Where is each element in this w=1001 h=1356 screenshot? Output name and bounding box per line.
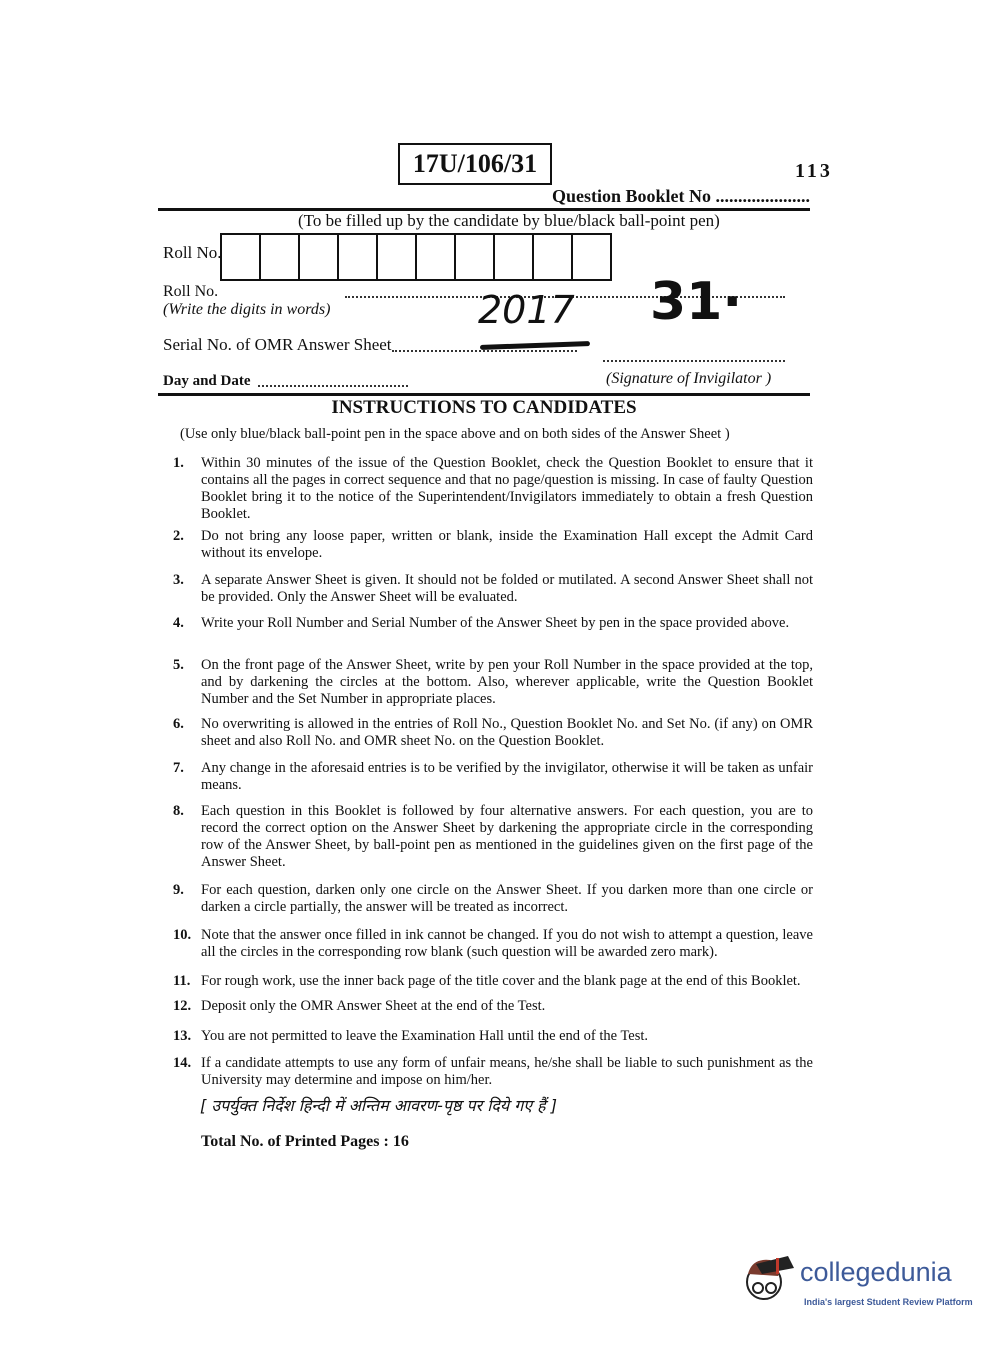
instruction-text: Note that the answer once filled in ink cannot be changed. If you do not wish to attempt a question, leave all the circles in the corresponding row blank (such question will be awarded zero mark).	[201, 927, 813, 960]
instruction-item	[173, 882, 813, 916]
instruction-text: Any change in the aforesaid entries is to be verified by the invigilator, otherwise it will be taken as unfair means.	[201, 760, 813, 793]
roll-digit-box[interactable]	[417, 235, 456, 279]
roll-digit-box[interactable]	[573, 235, 610, 279]
divider	[158, 393, 810, 396]
hindi-note: [ उपर्युक्त निर्देश हिन्दी में अन्तिम आवरण-पृष्ठ पर दिये गए हैं ]	[200, 1096, 557, 1115]
roll-words-title: Roll No.	[163, 283, 219, 300]
instruction-item	[173, 973, 813, 990]
roll-digit-box[interactable]	[456, 235, 495, 279]
instruction-item	[173, 803, 813, 871]
handwritten-entry: 31·	[650, 272, 743, 332]
instruction-number: 12.	[173, 998, 192, 1014]
brand-tagline: India's largest Student Review Platform	[804, 1297, 973, 1307]
roll-no-boxes[interactable]	[220, 233, 612, 281]
day-date-field[interactable]	[258, 385, 408, 387]
instruction-text: A separate Answer Sheet is given. It should not be folded or mutilated. A second Answer Sheet shall not be provided. Only the Answer Sheet will be evaluated.	[201, 572, 813, 605]
instruction-text: Within 30 minutes of the issue of the Question Booklet, check the Question Booklet to ensure that it contains all the pages in correct sequence and that no page/question is missing. In case of faulty Question Booklet bring it to the notice of the Superintendent/Invigilators immediately to obtain a fresh Question Booklet.	[201, 455, 813, 522]
instruction-number: 1.	[173, 455, 184, 471]
corner-mark: 113	[795, 160, 833, 182]
instruction-item	[173, 572, 813, 606]
roll-digit-box[interactable]	[495, 235, 534, 279]
instruction-item	[173, 760, 813, 794]
question-booklet-no: Question Booklet No .....................	[552, 186, 811, 206]
instruction-text: Deposit only the OMR Answer Sheet at the end of the Test.	[201, 998, 546, 1014]
instruction-number: 4.	[173, 615, 184, 631]
fill-note: (To be filled up by the candidate by blue/black ball-point pen)	[298, 211, 720, 230]
roll-no-label: Roll No.	[163, 243, 222, 262]
instruction-text: If a candidate attempts to use any form of unfair means, he/she shall be liable to such punishment as the University may determine and impose on him/her.	[201, 1055, 813, 1088]
instruction-number: 10.	[173, 927, 192, 943]
pen-scribble	[480, 341, 590, 350]
instruction-number: 11.	[173, 973, 191, 989]
instruction-item	[173, 998, 813, 1015]
instruction-item	[173, 927, 813, 961]
serial-no-field[interactable]	[392, 350, 577, 352]
serial-no-label: Serial No. of OMR Answer Sheet	[163, 335, 392, 354]
roll-digit-box[interactable]	[534, 235, 573, 279]
instruction-number: 7.	[173, 760, 184, 776]
roll-digit-box[interactable]	[261, 235, 300, 279]
instruction-text: For rough work, use the inner back page of the title cover and the blank page at the end of this Booklet.	[201, 973, 801, 989]
instruction-number: 5.	[173, 657, 184, 673]
roll-digit-box[interactable]	[300, 235, 339, 279]
instruction-number: 14.	[173, 1055, 192, 1071]
instruction-number: 13.	[173, 1028, 192, 1044]
instructions-title: INSTRUCTIONS TO CANDIDATES	[331, 397, 637, 418]
instruction-text: You are not permitted to leave the Examination Hall until the end of the Test.	[201, 1028, 649, 1044]
instruction-text: Each question in this Booklet is followed by four alternative answers. For each question, you are to record the correct option on the Answer Sheet by darkening the appropriate circle in the corresponding row of the Answer Sheet, by ball-point pen as mentioned in the guidelines given on the first page of the Answer Sheet.	[201, 803, 813, 870]
instructions-note: (Use only blue/black ball-point pen in the space above and on both sides of the Answer Sheet )	[180, 426, 730, 442]
instruction-text: No overwriting is allowed in the entries of Roll No., Question Booklet No. and Set No. (if any) on OMR sheet and also Roll No. and OMR sheet No. on the Question Booklet.	[201, 716, 813, 749]
roll-digit-box[interactable]	[222, 235, 261, 279]
instruction-text: Do not bring any loose paper, written or blank, inside the Examination Hall except the Admit Card without its envelope.	[201, 528, 813, 561]
instruction-number: 3.	[173, 572, 184, 588]
instruction-item	[173, 1055, 813, 1089]
instruction-number: 2.	[173, 528, 184, 544]
instruction-item	[173, 1028, 813, 1045]
instruction-number: 6.	[173, 716, 184, 732]
signature-label: (Signature of Invigilator )	[606, 370, 772, 387]
instruction-item	[173, 528, 813, 562]
instruction-number: 9.	[173, 882, 184, 898]
roll-words-sub: (Write the digits in words)	[163, 301, 331, 318]
instruction-number: 8.	[173, 803, 184, 819]
instruction-item	[173, 716, 813, 750]
roll-digit-box[interactable]	[339, 235, 378, 279]
instruction-item	[173, 657, 813, 708]
instruction-text: On the front page of the Answer Sheet, write by pen your Roll Number in the space provided at the top, and by darkening the circles at the bottom. Also, wherever applicable, write the Question Booklet Number and the Set Number in appropriate places.	[201, 657, 813, 707]
instruction-item	[173, 615, 813, 632]
paper-code: 17U/106/31	[398, 143, 552, 185]
signature-field[interactable]	[603, 360, 785, 362]
brand-name: collegedunia	[800, 1257, 952, 1287]
instruction-text: For each question, darken only one circle on the Answer Sheet. If you darken more than one circle or darken a circle partially, the answer will be treated as incorrect.	[201, 882, 813, 915]
handwritten-entry: 2017	[478, 288, 575, 332]
day-date-label: Day and Date	[163, 373, 251, 389]
instruction-item	[173, 455, 813, 523]
total-pages: Total No. of Printed Pages : 16	[201, 1133, 409, 1150]
roll-digit-box[interactable]	[378, 235, 417, 279]
instruction-text: Write your Roll Number and Serial Number of the Answer Sheet by pen in the space provided above.	[201, 615, 790, 631]
roll-words-label	[163, 283, 330, 319]
